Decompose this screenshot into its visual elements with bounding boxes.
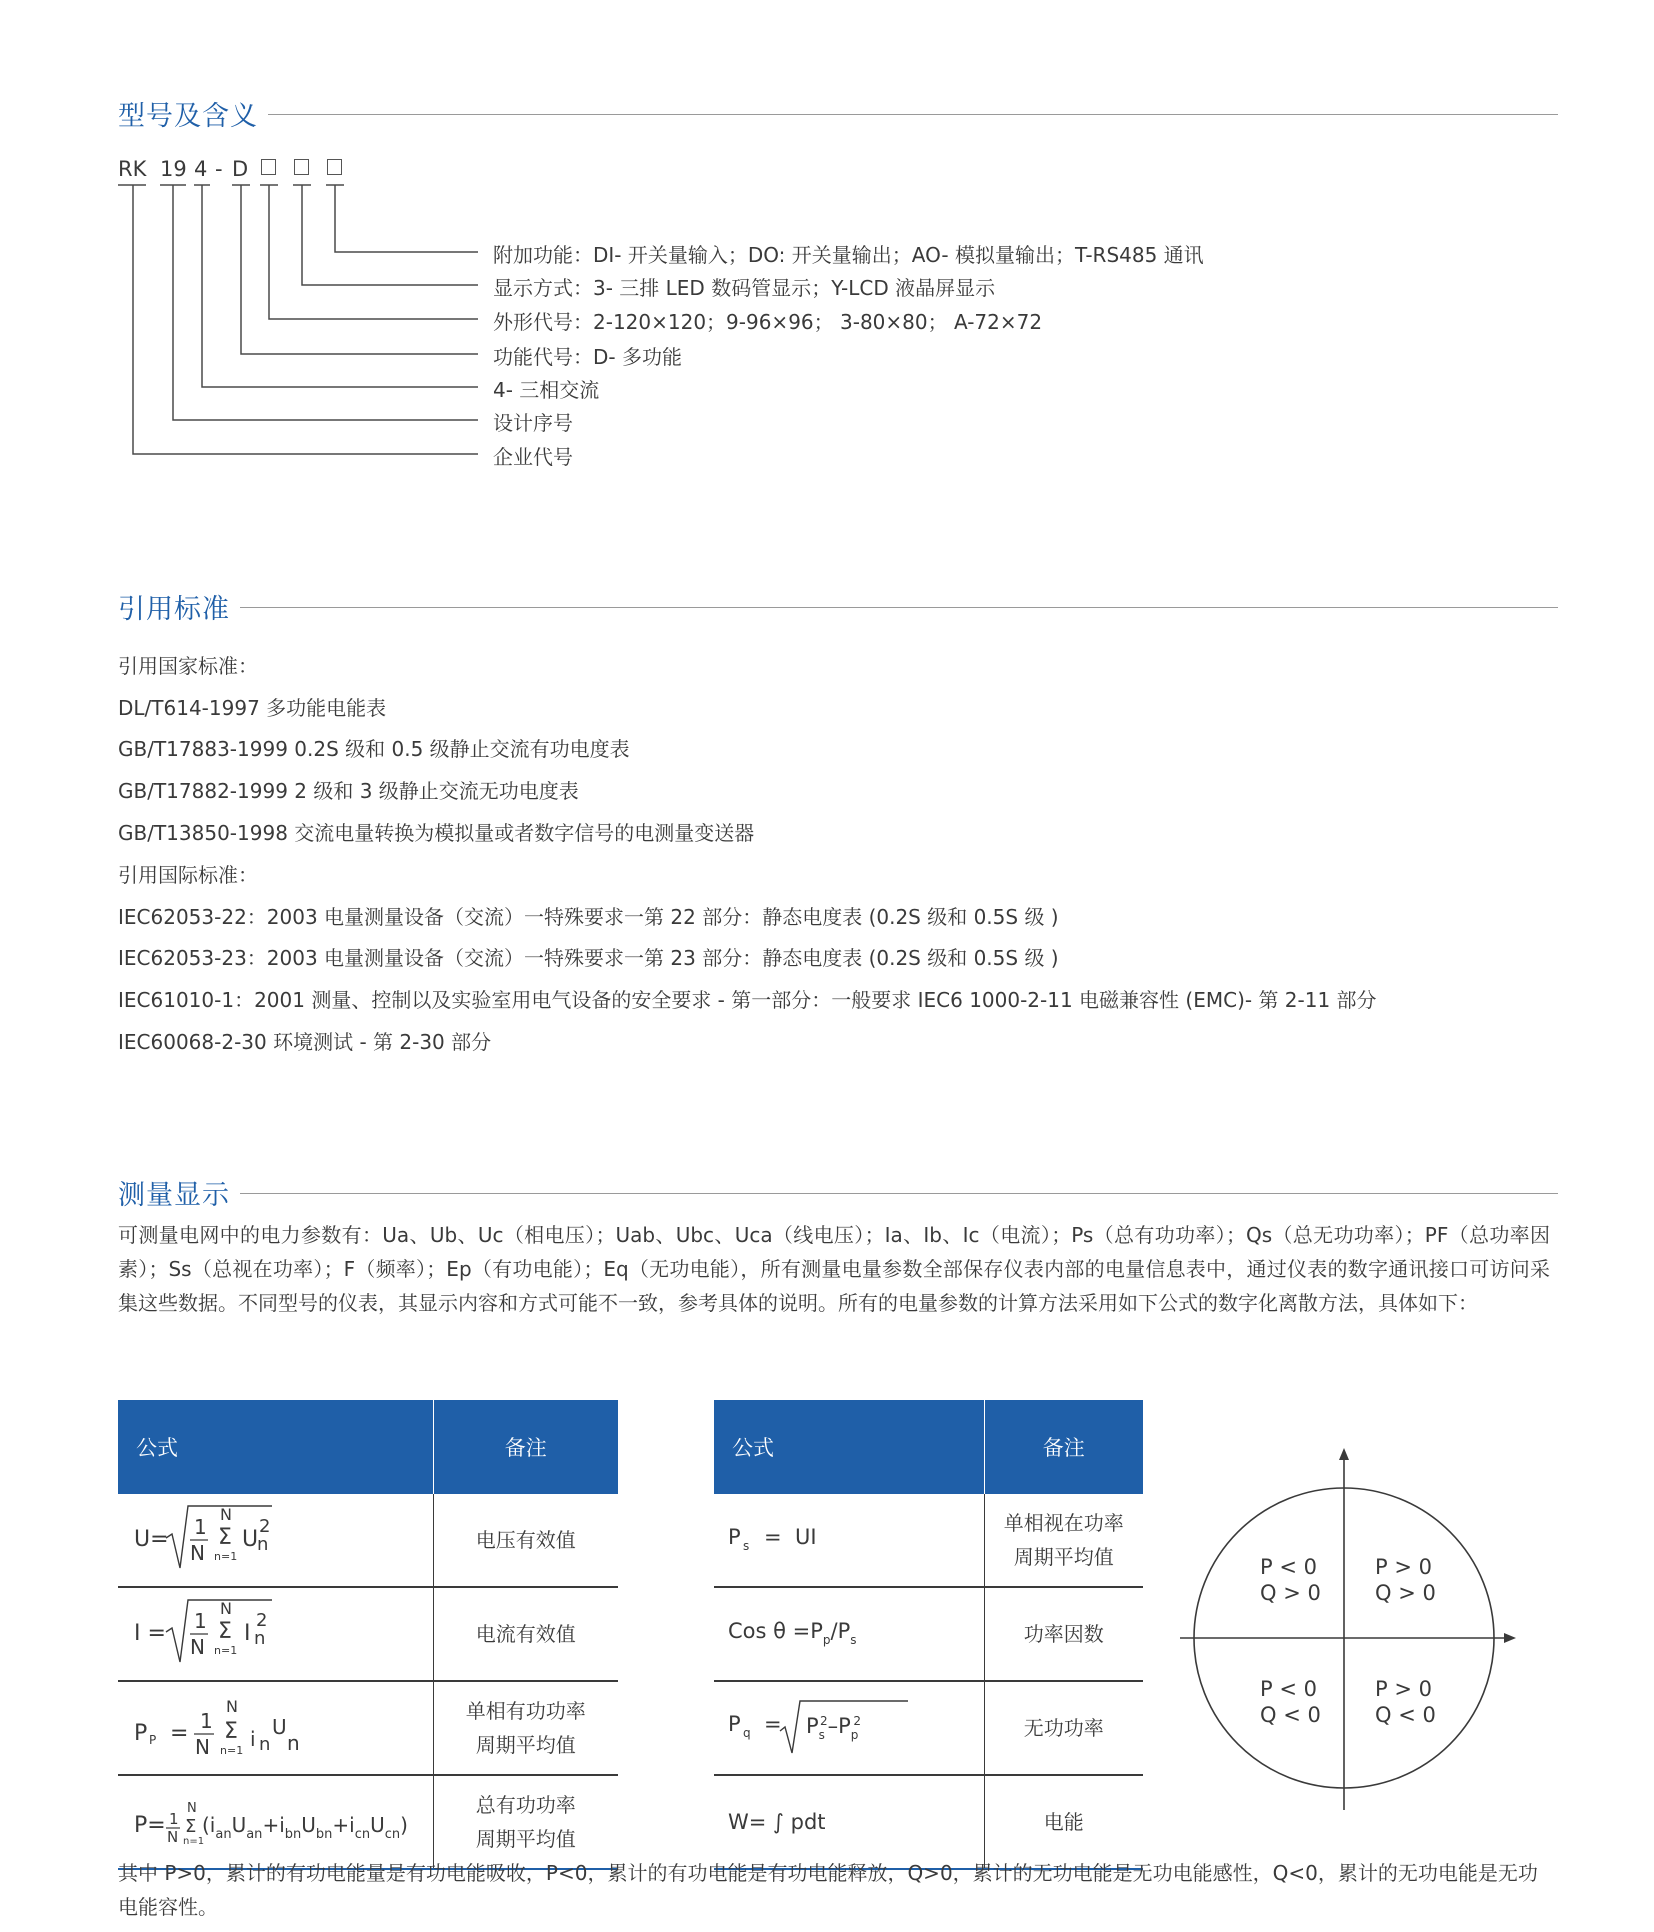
svg-text:N: N <box>195 1734 210 1759</box>
svg-text:N: N <box>190 1634 205 1659</box>
quadrant-label: Q < 0 <box>1375 1703 1436 1727</box>
svg-text:N: N <box>226 1696 238 1716</box>
meaning-function: 功能代号：D- 多功能 <box>493 345 682 369</box>
standard-line: 引用国家标准： <box>118 654 258 678</box>
formula-i <box>118 1587 433 1681</box>
formula-pq <box>714 1681 984 1775</box>
formula-pq-graphic <box>728 1691 948 1761</box>
quadrant-label: P > 0 <box>1375 1677 1432 1701</box>
svg-text:(ianUan+ibnUbn+icnUcn): $(i_{an}U_{an}+i_{bn}U_{bn}+i_{cn}U_{cn})$ <box>202 1812 408 1842</box>
svg-text:n: n <box>257 1533 269 1555</box>
svg-text:N: N <box>187 1800 197 1816</box>
note-line: 单相视在功率 <box>1003 1511 1124 1535</box>
svg-text:n=1: n=1 <box>183 1835 205 1847</box>
formula-ps-graphic <box>728 1508 928 1568</box>
standard-line: GB/T17882-1999 2 级和 3 级静止交流无功电度表 <box>118 779 579 803</box>
note-line: 电流有效值 <box>475 1622 576 1646</box>
formula-ps <box>714 1494 984 1587</box>
svg-text:I =: I = <box>134 1620 166 1646</box>
svg-text:U: U <box>242 1526 259 1552</box>
quadrant-label: Q > 0 <box>1260 1581 1321 1605</box>
svg-text:n: n <box>287 1730 300 1755</box>
quadrant-label: P < 0 <box>1260 1555 1317 1579</box>
code-rk: RK <box>118 157 147 181</box>
power-quadrant-diagram <box>1170 1440 1530 1810</box>
measure-paragraph-text: 可测量电网中的电力参数有：Ua、Ub、Uc（相电压）；Uab、Ubc、Uca（线电压）；Ia、Ib、Ic（电流）；Ps（总有功功率）；Qs（总无功功率）；PF（总功率因素）；Ss（总视在功率）；F（频率）；Ep（有功电能）；Eq（无功电能），所有测量电量参数全部保存仪表内部的电量信息表中，通过仪表的数字通讯接口可访问采集这些数据。不同型号的仪表，其显示内容和方式可能不一致，参考具体的说明。所有的电量参数的计算方法采用如下公式的数字化离散方法，具体如下： <box>118 1223 1550 1315</box>
table-row <box>714 1494 1143 1587</box>
formula-cos <box>714 1587 984 1681</box>
svg-text:Σ: Σ <box>185 1815 197 1837</box>
svg-text:1: 1 <box>169 1809 179 1828</box>
formula-table-left <box>118 1400 618 1870</box>
note-cell <box>433 1494 618 1587</box>
note-cell <box>984 1775 1143 1869</box>
formula-p-graphic <box>132 1780 432 1860</box>
standard-line: IEC62053-23：2003 电量测量设备（交流）一特殊要求一第 23 部分：静态电度表 (0.2S 级和 0.5S 级 ) <box>118 946 1059 970</box>
svg-text:2: 2 <box>259 1515 271 1537</box>
header-formula: 公式 <box>118 1400 433 1494</box>
code-dash: - <box>215 157 223 181</box>
svg-text:= UI: = UI <box>764 1524 817 1549</box>
svg-text:s: s <box>743 1538 750 1553</box>
code-4: 4 <box>194 157 208 181</box>
table-row <box>118 1494 618 1587</box>
standard-line: DL/T614-1997 多功能电能表 <box>118 696 387 720</box>
svg-text:1: 1 <box>194 1608 207 1633</box>
section-rule <box>240 1193 1558 1194</box>
svg-text:n: n <box>254 1627 266 1649</box>
footnote: 其中 P>0，累计的有功电能量是有功电能吸收，P<0，累计的有功电能是有功电能释放，Q>0，累计的无功电能是无功电能感性，Q<0，累计的无功电能是无功电能容性。 <box>118 1861 1538 1919</box>
note-cell <box>433 1681 618 1775</box>
quadrant-label: P < 0 <box>1260 1677 1317 1701</box>
svg-text:n=1: n=1 <box>220 1743 244 1757</box>
svg-text:P: P <box>728 1711 741 1736</box>
formula-u-graphic <box>132 1498 312 1578</box>
formula-cos-graphic <box>728 1602 928 1662</box>
svg-text:=: = <box>170 1720 189 1746</box>
quadrant-label: Q < 0 <box>1260 1703 1321 1727</box>
note-line: 无功功率 <box>1023 1716 1104 1740</box>
formula-pp <box>118 1681 433 1775</box>
table-header-row <box>714 1400 1143 1494</box>
svg-text:Cos θ =Pp/Ps: Cos $\theta =P_p/P_s$ <box>728 1618 857 1647</box>
meaning-display: 显示方式：3- 三排 LED 数码管显示；Y-LCD 液晶屏显示 <box>493 276 996 300</box>
q-axis-arrow-icon <box>1339 1448 1349 1460</box>
standard-line: IEC61010-1：2001 测量、控制以及实验室用电气设备的安全要求 - 第一部分：一般要求 IEC6 1000-2-11 电磁兼容性 (EMC)- 第 2-11 部分 <box>118 988 1377 1012</box>
svg-text:P=: P= <box>134 1812 166 1838</box>
svg-text:Σ: Σ <box>218 1524 232 1550</box>
svg-text:U=: U= <box>134 1526 169 1552</box>
quadrant-label: P > 0 <box>1375 1555 1432 1579</box>
header-formula: 公式 <box>714 1400 984 1494</box>
standard-line: IEC60068-2-30 环境测试 - 第 2-30 部分 <box>118 1030 492 1054</box>
note-cell <box>433 1775 618 1869</box>
svg-text:I: I <box>244 1620 251 1646</box>
formula-table-right <box>714 1400 1143 1870</box>
formula-p <box>118 1775 433 1869</box>
quadrant-label: Q > 0 <box>1375 1581 1436 1605</box>
header-note: 备注 <box>984 1400 1143 1494</box>
meaning-additional: 附加功能：DI- 开关量输入；DO: 开关量输出；AO- 模拟量输出；T-RS485 通讯 <box>493 243 1204 267</box>
note-line: 总有功功率 <box>475 1793 576 1817</box>
formula-i-graphic <box>132 1592 312 1672</box>
standard-line: 引用国际标准： <box>118 863 258 887</box>
note-cell <box>984 1494 1143 1587</box>
note-line: 周期平均值 <box>1013 1545 1114 1569</box>
note-line: 功率因数 <box>1023 1622 1104 1646</box>
note-cell <box>433 1587 618 1681</box>
section-title-measure: 测量显示 <box>118 1180 230 1211</box>
svg-text:N: N <box>220 1598 232 1618</box>
table-row <box>714 1587 1143 1681</box>
formula-u <box>118 1494 433 1587</box>
section-title-model: 型号及含义 <box>118 101 258 132</box>
svg-text:P: P <box>149 1732 157 1747</box>
svg-text:n=1: n=1 <box>214 1643 238 1657</box>
code-d: D <box>232 157 249 181</box>
note-line: 周期平均值 <box>475 1827 576 1851</box>
svg-text:U: U <box>272 1714 287 1739</box>
section-rule <box>240 607 1558 608</box>
section-title-standards: 引用标准 <box>118 594 230 625</box>
svg-text:P: P <box>728 1524 741 1549</box>
table-header-row <box>118 1400 618 1494</box>
svg-text:Σ: Σ <box>218 1618 232 1644</box>
svg-text:1: 1 <box>200 1708 213 1733</box>
svg-text:Σ: Σ <box>224 1718 238 1744</box>
table-row <box>714 1775 1143 1869</box>
note-line: 周期平均值 <box>475 1733 576 1757</box>
svg-text:i: i <box>250 1726 256 1751</box>
p-axis-arrow-icon <box>1504 1633 1516 1643</box>
standard-line: GB/T17883-1999 0.2S 级和 0.5 级静止交流有功电度表 <box>118 737 630 761</box>
svg-text:=: = <box>764 1711 782 1736</box>
note-cell <box>984 1587 1143 1681</box>
note-cell <box>984 1681 1143 1775</box>
formula-w-text: W= ∫ pdt <box>728 1810 826 1834</box>
code-19: 19 <box>160 157 187 181</box>
svg-text:n: n <box>259 1733 271 1755</box>
svg-text:q: q <box>743 1725 751 1740</box>
svg-text:1: 1 <box>194 1514 207 1539</box>
note-line: 单相有功功率 <box>465 1699 586 1723</box>
svg-text:2: 2 <box>256 1609 268 1631</box>
formula-w <box>714 1775 984 1869</box>
formula-pp-graphic <box>132 1686 332 1766</box>
svg-text:Ps2–Pp2: $P_s2-P_p2$ <box>806 1713 862 1742</box>
meaning-phase: 4- 三相交流 <box>493 378 600 402</box>
header-note: 备注 <box>433 1400 618 1494</box>
measure-paragraph <box>118 1218 1550 1320</box>
note-line: 电压有效值 <box>475 1528 576 1552</box>
meaning-company: 企业代号 <box>493 445 573 469</box>
table-row <box>714 1681 1143 1775</box>
svg-text:N: N <box>220 1504 232 1524</box>
svg-text:N: N <box>190 1540 205 1565</box>
svg-text:N: N <box>167 1827 179 1846</box>
standard-line: GB/T13850-1998 交流电量转换为模拟量或者数字信号的电测量变送器 <box>118 821 755 845</box>
table-row <box>118 1587 618 1681</box>
table-row <box>118 1775 618 1869</box>
svg-text:P: P <box>134 1720 148 1746</box>
meaning-shape: 外形代号：2-120×120；9-96×96； 3-80×80； A-72×72 <box>493 310 1043 334</box>
note-line: 电能 <box>1043 1810 1084 1834</box>
meaning-design: 设计序号 <box>493 411 573 435</box>
standard-line: IEC62053-22：2003 电量测量设备（交流）一特殊要求一第 22 部分：静态电度表 (0.2S 级和 0.5S 级 ) <box>118 905 1059 929</box>
svg-text:n=1: n=1 <box>214 1549 238 1563</box>
table-row <box>118 1681 618 1775</box>
